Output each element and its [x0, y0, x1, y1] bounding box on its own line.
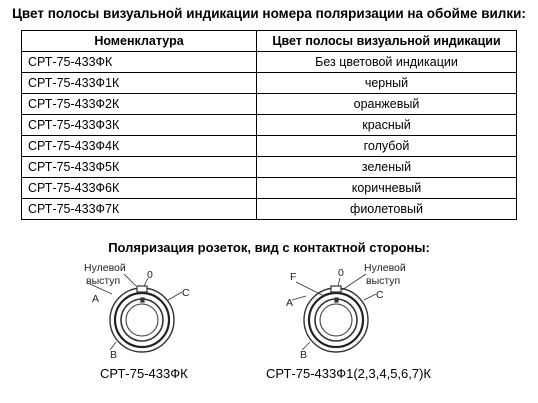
- column-header-indicator-color: Цвет полосы визуальной индикации: [257, 31, 517, 52]
- table-row: [22, 157, 517, 178]
- table-cell-code: СРТ-75-433Ф7К: [22, 199, 257, 220]
- leader-c: [168, 292, 182, 300]
- table-row: [22, 199, 517, 220]
- column-header-nomenclature: Номенклатура: [22, 31, 257, 52]
- contact-ring: [126, 304, 158, 336]
- insert-ring: [315, 299, 357, 341]
- table-cell-code: СРТ-75-433ФК: [22, 52, 257, 73]
- table-row: [22, 115, 517, 136]
- table-row: [22, 178, 517, 199]
- table-cell-color: Без цветовой индикации: [257, 52, 517, 73]
- table-cell-color: красный: [257, 115, 517, 136]
- label-zero-lug: Нулевой: [364, 262, 406, 274]
- label-c: С: [376, 289, 384, 301]
- page-title: Цвет полосы визуальной индикации номера поляризации на обойме вилки:: [12, 6, 526, 21]
- contact-ring: [320, 304, 352, 336]
- diagram-caption-1: СРТ-75-433ФК: [100, 366, 188, 381]
- table-header-row: [22, 31, 517, 52]
- table-cell-code: СРТ-75-433Ф6К: [22, 178, 257, 199]
- leader-c: [364, 294, 376, 300]
- label-a: А: [92, 293, 100, 305]
- label-zero-lug: Нулевой: [84, 262, 126, 274]
- zero-lug: [331, 286, 341, 292]
- table-cell-color: коричневый: [257, 178, 517, 199]
- table-cell-code: СРТ-75-433Ф2К: [22, 94, 257, 115]
- table-cell-code: СРТ-75-433Ф1К: [22, 73, 257, 94]
- polarization-color-table: [21, 30, 517, 220]
- leader-zero-lug: [342, 274, 366, 290]
- zero-lug: [137, 286, 147, 292]
- table-cell-color: фиолетовый: [257, 199, 517, 220]
- label-b: В: [110, 349, 118, 361]
- label-f: F: [290, 271, 297, 283]
- label-zero: 0: [338, 267, 344, 279]
- table-cell-color: голубой: [257, 136, 517, 157]
- leader-a: [292, 296, 306, 300]
- label-zero: 0: [147, 269, 153, 281]
- label-zero-lug-2: выступ: [366, 275, 401, 287]
- table-cell-code: СРТ-75-433Ф3К: [22, 115, 257, 136]
- section-subtitle: Поляризация розеток, вид с контактной стороны:: [108, 240, 430, 255]
- table-cell-color: оранжевый: [257, 94, 517, 115]
- leader-zero: [338, 278, 340, 286]
- key-mark: [335, 298, 338, 302]
- leader-f: [296, 282, 324, 296]
- table-cell-color: зеленый: [257, 157, 517, 178]
- leader-zero-lug: [124, 274, 136, 286]
- table-cell-code: СРТ-75-433Ф4К: [22, 136, 257, 157]
- table-row: [22, 94, 517, 115]
- diagram-caption-2: СРТ-75-433Ф1(2,3,4,5,6,7)К: [266, 366, 432, 381]
- table-row: [22, 136, 517, 157]
- key-mark: [141, 298, 144, 302]
- table-cell-code: СРТ-75-433Ф5К: [22, 157, 257, 178]
- socket-polarization-diagram-1: [70, 260, 200, 364]
- label-c: С: [182, 287, 190, 299]
- label-a: А: [286, 297, 294, 309]
- table-row: [22, 52, 517, 73]
- insert-ring: [121, 299, 163, 341]
- label-b: В: [300, 349, 308, 361]
- table-row: [22, 73, 517, 94]
- label-zero-lug-2: выступ: [86, 275, 121, 287]
- socket-polarization-diagram-2: [280, 260, 420, 364]
- table-cell-color: черный: [257, 73, 517, 94]
